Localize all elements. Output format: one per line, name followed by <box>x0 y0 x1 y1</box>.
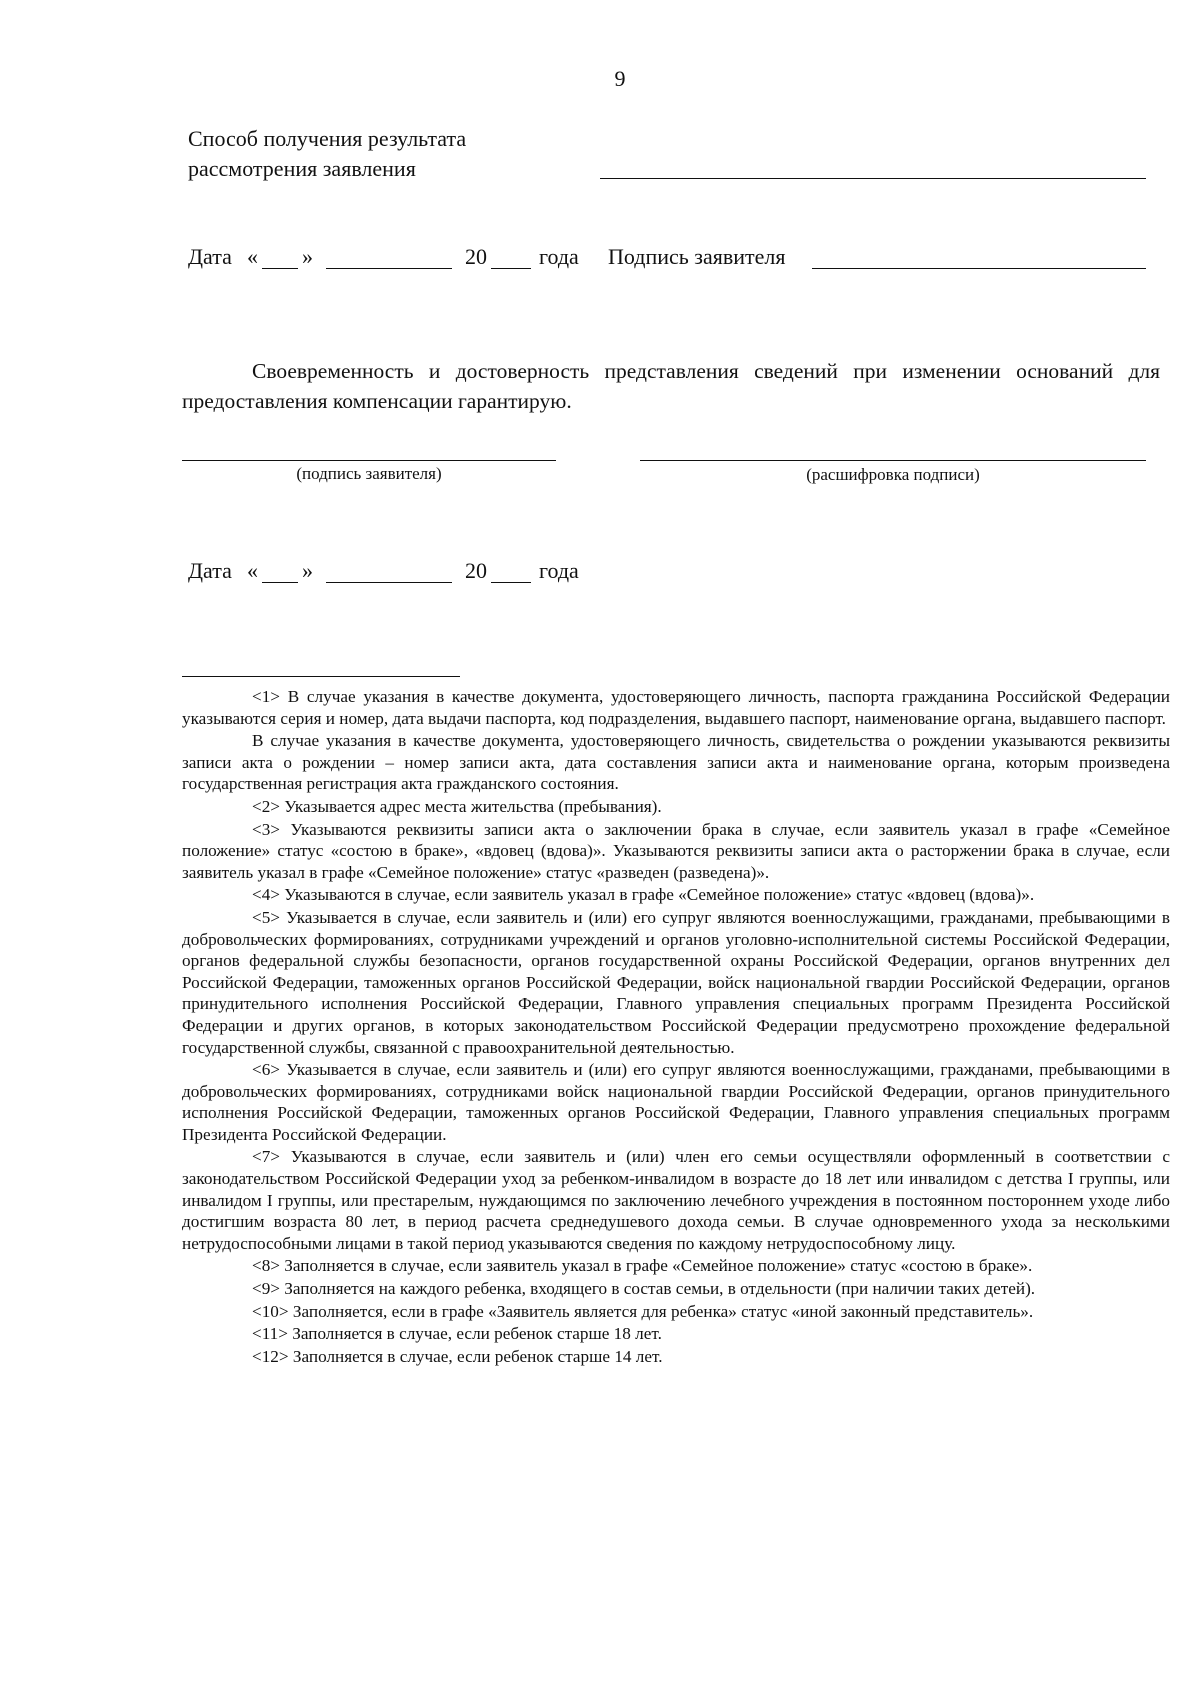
footnote-6: <6> Указывается в случае, если заявитель и (или) его супруг являются военнослужащими, гражданами, пребывающими в добровольческих формированиях, сотрудниками войск национальной гвардии Российской Федерации, органов принудительного исполнения Российской Федерации, таможенных органов Российской Федерации, Главного управления специальных программ Президента Российской Федерации. <box>182 1060 1170 1144</box>
footnote-7: <7> Указываются в случае, если заявитель и (или) член его семьи осуществляли оформленный в соответствии с законодательством Российской Федерации уход за ребенком-инвалидом в возрасте до 18 лет или инвалидом с детства I группы, или инвалидом I группы, или престарелым, нуждающимся по заключению лечебного учреждения в постоянном постороннем уходе либо достигшим возраста 80 лет, в период расчета среднедушевого дохода семьи. В случае одновременного ухода за несколькими нетрудоспособными лицами в такой период указываются сведения по каждому нетрудоспособному лицу. <box>182 1147 1170 1253</box>
decoding-caption: (расшифровка подписи) <box>806 465 980 484</box>
date2-day-field[interactable] <box>262 582 298 583</box>
footnote-12: <12> Заполняется в случае, если ребенок старше 14 лет. <box>252 1346 663 1366</box>
receipt-method-field[interactable] <box>600 178 1146 179</box>
receipt-method-label-line1: Способ получения результата <box>188 126 467 151</box>
footnote-11: <11> Заполняется в случае, если ребенок старше 18 лет. <box>252 1324 662 1344</box>
date-quote-close: » <box>302 244 313 269</box>
footnote-9: <9> Заполняется на каждого ребенка, входящего в состав семьи, в отдельности (при наличии таких детей). <box>252 1279 1036 1299</box>
date-quote-open: « <box>247 244 258 269</box>
footnote-1: <1> В случае указания в качестве документа, удостоверяющего личность, паспорта гражданина Российской Федерации указываются серия и номер, дата выдачи паспорта, код подразделения, выдавшего паспорт, наименование органа, выдавшего паспорт. <box>182 687 1170 728</box>
signature-label: Подпись заявителя <box>608 244 786 269</box>
date-year-field[interactable] <box>491 268 531 269</box>
applicant-signature-field[interactable] <box>182 460 556 461</box>
date-word: Дата <box>188 244 232 269</box>
date-month-field[interactable] <box>326 268 452 269</box>
guarantee-text: Своевременность и достоверность представления сведений при изменении оснований для предоставления компенсации гарантирую. <box>182 359 1160 413</box>
date2-year-prefix: 20 <box>465 558 487 583</box>
footnote-2: <2> Указывается адрес места жительства (пребывания). <box>252 796 662 816</box>
footnote-separator <box>182 676 460 677</box>
date-year-suffix: года <box>539 244 579 269</box>
date2-year-suffix: года <box>539 558 579 583</box>
date2-word: Дата <box>188 558 232 583</box>
date2-month-field[interactable] <box>326 582 452 583</box>
signature-field[interactable] <box>812 268 1146 269</box>
footnote-1-continuation: В случае указания в качестве документа, удостоверяющего личность, свидетельства о рождении указываются реквизиты записи акта о рождении – номер записи акта, дата составления записи акта и наименование органа, которым произведена государственная регистрация акта гражданского состояния. <box>182 731 1170 794</box>
date2-quote-open: « <box>247 558 258 583</box>
footnote-3: <3> Указываются реквизиты записи акта о заключении брака в случае, если заявитель указал в графе «Семейное положение» статус «состою в браке», «вдовец (вдова)». Указываются реквизиты записи акта о расторжении брака в случае, если заявитель указал в графе «Семейное положение» статус «разведен (разведена)». <box>182 819 1170 882</box>
date-day-field[interactable] <box>262 268 298 269</box>
page-number: 9 <box>614 66 626 91</box>
footnote-5: <5> Указывается в случае, если заявитель и (или) его супруг являются военнослужащими, гражданами, пребывающими в добровольческих формированиях, сотрудниками учреждений и органов уголовно-исполнительной системы Российской Федерации, органов федеральной службы безопасности, органов государственной охраны Российской Федерации, органов внутренних дел Российской Федерации, таможенных органов Российской Федерации, войск национальной гвардии Российской Федерации, органов принудительного исполнения Российской Федерации, Главного управления специальных программ Президента Российской Федерации и других органов, в которых законодательством Российской Федерации предусмотрено прохождение федеральной государственной службы, связанной с правоохранительной деятельностью. <box>182 907 1170 1057</box>
date-year-prefix: 20 <box>465 244 487 269</box>
date2-quote-close: » <box>302 558 313 583</box>
receipt-method-label-line2: рассмотрения заявления <box>188 156 416 181</box>
footnote-10: <10> Заполняется, если в графе «Заявитель является для ребенка» статус «иной законный представитель». <box>252 1301 1034 1321</box>
signature-decoding-field[interactable] <box>640 460 1146 461</box>
footnotes <box>182 686 1170 1368</box>
date2-year-field[interactable] <box>491 582 531 583</box>
receipt-method-label <box>188 124 466 184</box>
footnote-4: <4> Указываются в случае, если заявитель указал в графе «Семейное положение» статус «вдовец (вдова)». <box>252 885 1035 905</box>
footnote-8: <8> Заполняется в случае, если заявитель указал в графе «Семейное положение» статус «состою в браке». <box>252 1256 1033 1276</box>
signature-caption: (подпись заявителя) <box>296 464 442 483</box>
